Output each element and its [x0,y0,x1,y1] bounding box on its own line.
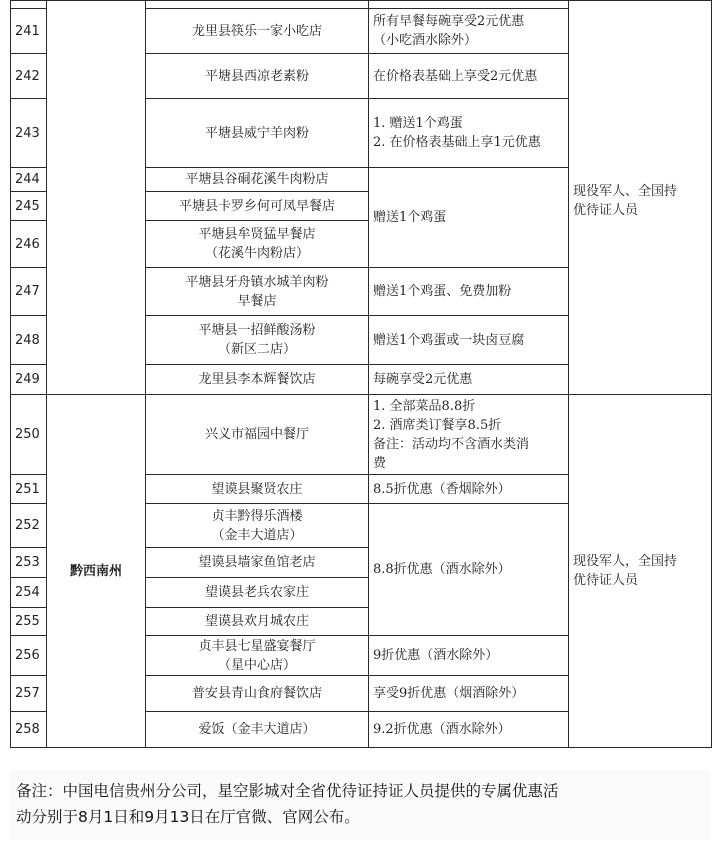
merchant-name-cell [146,168,369,192]
merchant-name-cell [146,316,369,365]
cell-text-line: 在价格表基础上享受2元优惠 [373,68,538,84]
cell-text-line: 望谟县墙家鱼馆老店 [198,555,316,570]
cell-text-line: 贞丰黔得乐酒楼 [211,508,303,524]
row-number: 258 [11,712,47,748]
merchant-name-cell [146,192,369,221]
offer-cell [369,268,569,316]
row-number: 255 [11,608,47,636]
offer-cell [369,99,569,168]
offer-cell [369,504,569,636]
cell-text-line: 平塘县西凉老素粉 [204,68,309,84]
merchant-name-cell [146,636,369,676]
offer-cell [369,676,569,712]
cell-text-line: 费 [373,455,387,471]
merchant-name-cell [146,548,369,578]
table-row [11,395,712,475]
cell-text-line: 龙里县筷乐一家小吃店 [191,23,322,39]
cell-text-line: 1. 赠送1个鸡蛋 [373,116,463,131]
cell-text-line: 平塘县牟贤猛早餐店 [198,227,316,242]
region-cell [47,9,146,395]
merchant-name-cell [146,676,369,712]
table-row-continued [11,1,712,9]
table-row [11,9,712,54]
cell-text-line: 贞丰县七星盛宴餐厅 [198,638,316,654]
offer-cell [369,636,569,676]
offer-cell [369,316,569,365]
row-number: 247 [11,268,47,316]
cell-text-line: 龙里县李本辉餐饮店 [198,372,316,387]
cell-text-line: （星中心店） [217,657,296,673]
cell-text-line: （小吃酒水除外） [373,33,478,48]
eligible-people-cell [569,395,712,748]
cell-text-line: 现役军人、全国持 [573,184,678,200]
cell-text-line: 9.2折优惠（酒水除外） [373,722,511,737]
merchant-name-cell [146,268,369,316]
offer-cell [369,365,569,395]
cell-text-line: 兴义市福园中餐厅 [204,427,309,442]
cell-text-line: 2. 酒席类订餐享8.5折 [373,417,502,433]
cell-text-line: （金丰大道店） [211,527,303,543]
row-number: 252 [11,504,47,548]
cell-text-line: 赠送1个鸡蛋、免费加粉 [373,284,512,299]
row-number: 246 [11,221,47,268]
merchant-name-cell [146,99,369,168]
merchant-name-cell [146,608,369,636]
footnote [10,770,710,840]
region-cell-continued [47,1,146,9]
merchant-name-cell [146,365,369,395]
stub-cell [146,1,369,9]
cell-text-line: 赠送1个鸡蛋 [373,210,447,225]
merchant-name-cell [146,475,369,504]
cell-text-line: 平塘县卡罗乡何可凤早餐店 [178,198,335,214]
row-number: 248 [11,316,47,365]
cell-text-line: 优待证人员 [573,573,639,588]
cell-text-line: 每碗享受2元优惠 [373,372,473,387]
cell-text-line: 现役军人，全国持 [573,554,678,569]
cell-text-line: 平塘县一招鲜酸汤粉 [198,323,316,338]
offer-cell [369,168,569,268]
cell-text-line: 2. 在价格表基础上享1元优惠 [373,135,541,150]
cell-text-line: 望谟县欢月城农庄 [204,614,309,629]
footnote-line-2: 动分别于8月1日和9月13日在厅官微、官网公布。 [16,808,360,826]
cell-text-line: 8.5折优惠（香烟除外） [373,481,511,497]
row-number: 249 [11,365,47,395]
cell-text-line: 普安县青山食府餐饮店 [191,686,322,701]
merchant-name-cell [146,9,369,54]
row-number: 245 [11,192,47,221]
cell-text-line: 9折优惠（酒水除外） [373,648,499,663]
offer-cell [369,475,569,504]
cell-text-line: 备注：活动均不含酒水类消 [373,436,530,452]
cell-text-line: 平塘县谷硐花溪牛肉粉店 [185,172,329,187]
stub-cell [369,1,569,9]
cell-text-line: （新区二店） [217,342,296,357]
cell-text-line: 爱饭（金丰大道店） [198,722,316,737]
cell-text-line: 8.8折优惠（酒水除外） [373,562,511,577]
offer-cell [369,395,569,475]
cell-text-line: 优待证人员 [573,203,639,219]
merchant-name-cell [146,395,369,475]
row-number: 253 [11,548,47,578]
row-number: 244 [11,168,47,192]
merchant-name-cell [146,504,369,548]
target-cell-continued [569,1,712,9]
cell-text-line: 赠送1个鸡蛋或一块卤豆腐 [373,332,525,348]
merchant-name-cell [146,54,369,99]
row-number: 251 [11,475,47,504]
merchant-name-cell [146,221,369,268]
row-number: 257 [11,676,47,712]
row-number: 243 [11,99,47,168]
offer-cell [369,54,569,99]
eligible-people-cell [569,9,712,395]
table-body [11,1,712,748]
cell-text-line: 望谟县聚贤农庄 [211,481,303,497]
discount-merchant-table [10,0,712,748]
cell-text-line: 享受9折优惠（烟酒除外） [373,686,525,701]
row-number: 250 [11,395,47,475]
merchant-name-cell [146,578,369,608]
cell-text-line: 平塘县牙舟镇水城羊肉粉 [185,274,329,290]
row-number: 242 [11,54,47,99]
row-number: 241 [11,9,47,54]
cell-text-line: 早餐店 [237,293,277,309]
footnote-line-1: 备注：中国电信贵州分公司，星空影城对全省优待证持证人员提供的专属优惠活 [16,782,559,800]
offer-cell [369,9,569,54]
cell-text-line: 所有早餐每碗享受2元优惠 [373,14,525,29]
merchant-name-cell [146,712,369,748]
cell-text-line: 1. 全部菜品8.8折 [373,398,476,414]
row-number: 256 [11,636,47,676]
cell-text-line: 平塘县威宁羊肉粉 [204,125,309,141]
region-cell: 黔西南州 [47,395,146,748]
cell-text-line: （花溪牛肉粉店） [204,246,309,261]
cell-text-line: 望谟县老兵农家庄 [204,585,309,600]
offer-cell [369,712,569,748]
stub-cell [11,1,47,9]
row-number: 254 [11,578,47,608]
